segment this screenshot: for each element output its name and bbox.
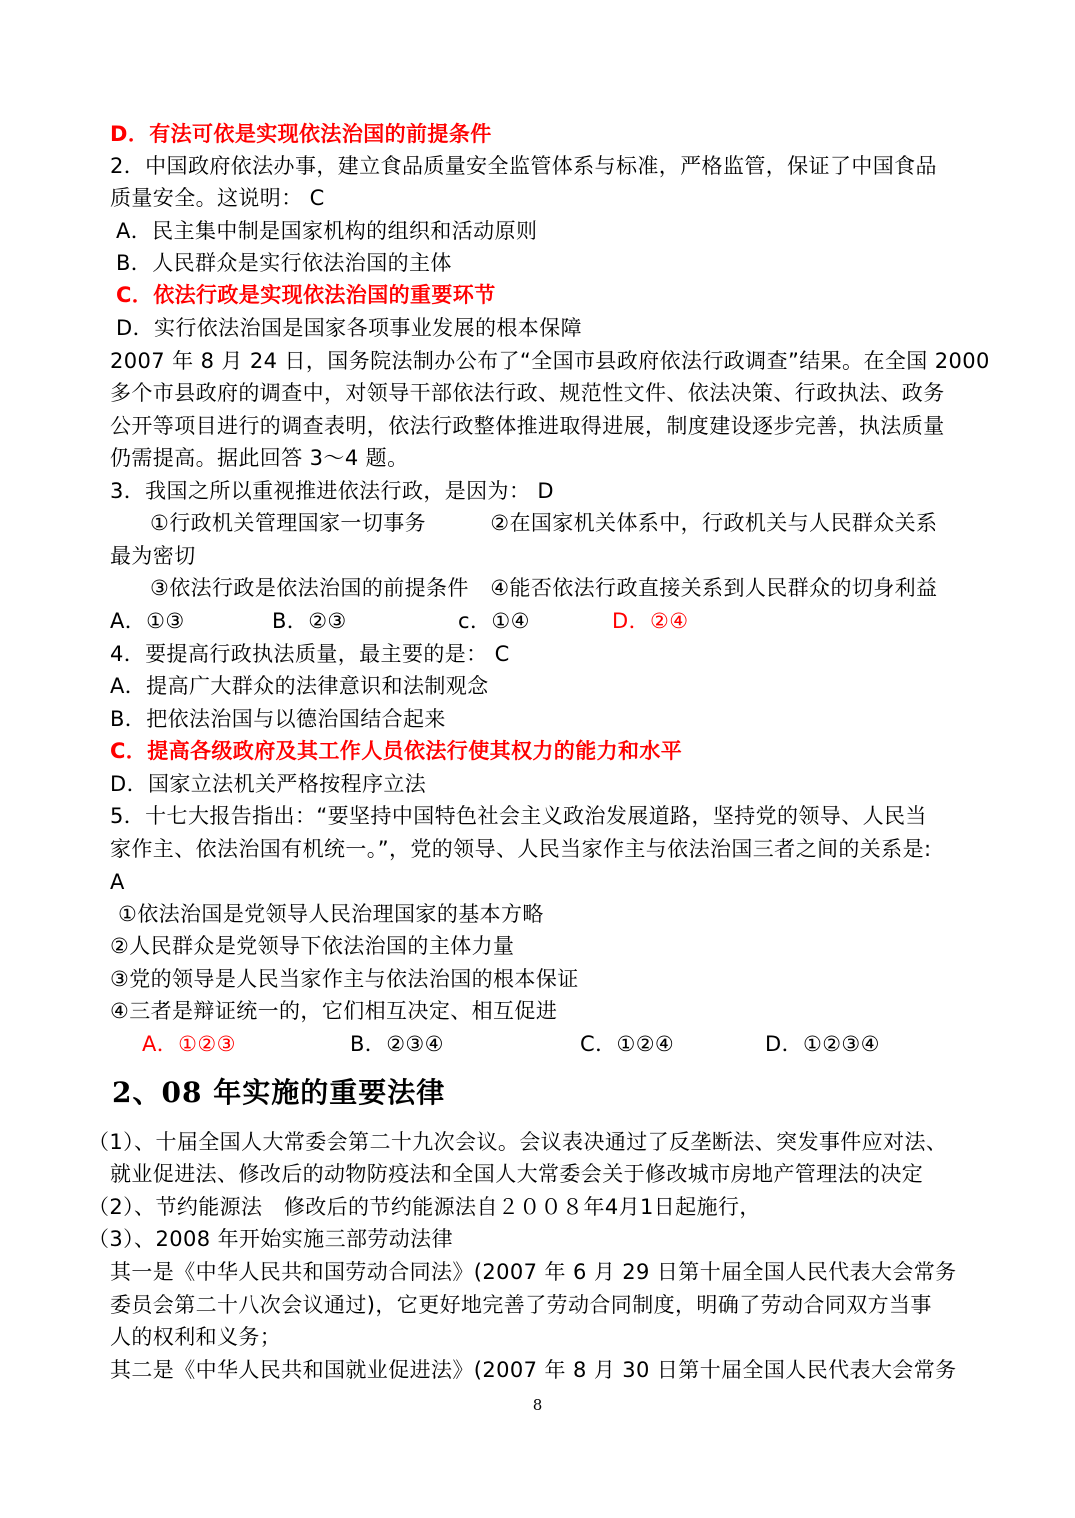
q2-option-b: B．人民群众是实行依法治国的主体 (116, 251, 452, 275)
q3-options-row (0, 605, 1075, 637)
passage-line-4: 仍需提高。据此回答 3～4 题。 (110, 446, 409, 470)
q5-stem-cont: 家作主、依法治国有机统一。”，党的领导、人民当家作主与依法治国三者之间的关系是: (110, 837, 932, 861)
q5-options-row (0, 1028, 1075, 1060)
q3-option-b: B．②③ (272, 609, 347, 633)
q3-statement-2-cont: 最为密切 (110, 544, 196, 568)
law-item-2: （2）、节约能源法 修改后的节约能源法自２００８年4月1日起施行， (88, 1195, 761, 1219)
law-item-1: （1）、十届全国人大常委会第二十九次会议。会议表决通过了反垄断法、突发事件应对法、 (88, 1130, 948, 1154)
q5-option-d: D．①②③④ (765, 1032, 880, 1056)
passage-line-3: 公开等项目进行的调查表明，依法行政整体推进取得进展，制度建设逐步完善，执法质量 (110, 414, 945, 438)
q1-option-d-answer: D．有法可依是实现依法治国的前提条件 (110, 122, 492, 146)
q5-statement-3: ③党的领导是人民当家作主与依法治国的根本保证 (110, 967, 579, 991)
page-number: 8 (532, 1396, 543, 1414)
q5-stem: 5．十七大报告指出：“要坚持中国特色社会主义政治发展道路，坚持党的领导、人民当 (110, 804, 927, 828)
q4-option-c-answer: C．提高各级政府及其工作人员依法行使其权力的能力和水平 (110, 739, 683, 763)
q2-option-d: D．实行依法治国是国家各项事业发展的根本保障 (116, 316, 582, 340)
q3-statements-3-4: ③依法行政是依法治国的前提条件 ④能否依法行政直接关系到人民群众的切身利益 (150, 576, 938, 600)
section-heading: 2、08 年实施的重要法律 (112, 1076, 446, 1109)
q5-statement-2: ②人民群众是党领导下依法治国的主体力量 (110, 934, 515, 958)
q2-stem-cont: 质量安全。这说明： C (110, 186, 325, 210)
q4-option-a: A．提高广大群众的法律意识和法制观念 (110, 674, 489, 698)
labor-law-1-end: 人的权利和义务； (110, 1325, 282, 1349)
q3-option-a: A．①③ (110, 609, 185, 633)
q5-statement-1: ①依法治国是党领导人民治理国家的基本方略 (118, 902, 544, 926)
q3-stem: 3．我国之所以重视推进依法行政，是因为： D (110, 479, 555, 503)
labor-law-2: 其二是《中华人民共和国就业促进法》(2007 年 8 月 30 日第十届全国人民代表大会常务 (110, 1358, 957, 1382)
q3-option-d-answer: D．②④ (612, 609, 689, 633)
q4-stem: 4．要提高行政执法质量，最主要的是： C (110, 642, 510, 666)
q2-stem: 2．中国政府依法办事，建立食品质量安全监管体系与标准，严格监管，保证了中国食品 (110, 154, 937, 178)
law-item-3: （3）、2008 年开始实施三部劳动法律 (88, 1227, 453, 1251)
labor-law-1-cont: 委员会第二十八次会议通过)，它更好地完善了劳动合同制度，明确了劳动合同双方当事 (110, 1293, 932, 1317)
q2-option-a: A．民主集中制是国家机构的组织和活动原则 (116, 219, 538, 243)
passage-line-2: 多个市县政府的调查中，对领导干部依法行政、规范性文件、依法决策、行政执法、政务 (110, 381, 945, 405)
q4-option-d: D．国家立法机关严格按程序立法 (110, 772, 427, 796)
passage-line-1: 2007 年 8 月 24 日，国务院法制办公布了“全国市县政府依法行政调查”结果。在全国 2000 (110, 349, 990, 373)
q4-option-b: B．把依法治国与以德治国结合起来 (110, 707, 446, 731)
q5-answer-letter: A (110, 870, 125, 894)
labor-law-1: 其一是《中华人民共和国劳动合同法》(2007 年 6 月 29 日第十届全国人民代表大会常务 (110, 1260, 957, 1284)
q5-option-a-answer: A．①②③ (142, 1032, 236, 1056)
q3-option-c: c．①④ (458, 609, 530, 633)
q3-statements-1-2: ①行政机关管理国家一切事务 ②在国家机关体系中，行政机关与人民群众关系 (150, 511, 938, 535)
q5-option-c: C．①②④ (580, 1032, 675, 1056)
q5-option-b: B．②③④ (350, 1032, 444, 1056)
law-item-1-cont: 就业促进法、修改后的动物防疫法和全国人大常委会关于修改城市房地产管理法的决定 (110, 1162, 924, 1186)
q5-statement-4: ④三者是辩证统一的，它们相互决定、相互促进 (110, 999, 558, 1023)
q2-option-c-answer: C．依法行政是实现依法治国的重要环节 (116, 283, 496, 307)
